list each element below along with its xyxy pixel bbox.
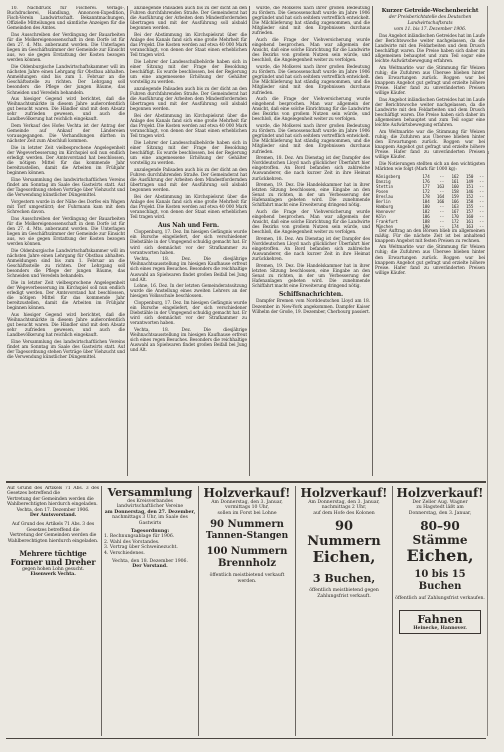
price-cell: -- (439, 208, 445, 214)
paragraph: Vechta, 18. Dez. Die diesjährige Weihnachtsausstellung im hiesigen Kaufhause erfreut sich eines regen Besuches. Besonders die reichhaltige Auswahl an Spielwaren findet großen Beifall bei Jung und Alt. (130, 327, 247, 354)
column-2 (130, 6, 247, 476)
price-cell: -- (479, 173, 484, 179)
ad-notice (7, 486, 99, 736)
paragraph: Bei der Abstimmung im Kirchspielsrat über die Anlage des Kanals fand sich eine große Mehrheit für das Projekt. Die Kosten werden auf etwa 40 000 Mark veranschlagt, von denen der Staat einen erheblichen Teil tragen wird. (130, 194, 247, 221)
ads-top-rule (6, 481, 486, 483)
price-cell: -- (439, 223, 445, 229)
ad-line: 1. Rechnungsablage für 1906. (104, 534, 175, 540)
ad-headline: 90 Nummern (210, 519, 284, 531)
paragraph: Vorgestern wurde in der Nähe des Dorfes ein Wagen mit Torf umgestürzt; der Fuhrmann kam mit dem Schrecken davon. (7, 199, 125, 216)
price-cell: 167 (451, 208, 459, 214)
price-cell: 166 (451, 198, 459, 204)
ad-rule (198, 486, 199, 736)
paragraph: Dampfer Bremen vom Norddeutschen Lloyd am 18. Dezember in New-York angekommen. Dampfer Kaiser Wilhelm der Große, 19. Dezember, Cherbourg passiert. (252, 299, 370, 315)
ad-line: Am Donnerstag, den 3. Januar, (211, 500, 283, 505)
paragraph: Auch die Frage der Viehversicherung wurde eingehend besprochen. Man war allgemein der Ansicht, daß eine solche Einrichtung für die Landwirte des Bezirks von großem Nutzen sein würde, und beschloß, die Angelegenheit weiter zu verfolgen. (252, 210, 370, 236)
paragraph: anzulegende Palisaden auch bis zu der dicht an den Fuhren durchfahrenden Straße. Der Gemeinderat hat die Ausführung der Arbeiten dem Mindestfordernden übertragen und mit der Ausführung soll alsbald begonnen werden. (130, 6, 247, 32)
ad-line: Wahlberechtigten hierdurch eingeladen. (7, 538, 99, 544)
ad-line: Vechta, den 18. Dezember 1906. (112, 559, 188, 565)
market-name: Königsberg (376, 173, 401, 179)
report-subtitle: der Preisberichtstelle des Deutschen Landwirtschaftsrats (388, 15, 472, 26)
price-cell: 184 (422, 198, 430, 204)
price-cell: -- (439, 188, 445, 194)
price-cell: -- (479, 218, 484, 224)
price-cell: 190 (422, 223, 430, 229)
ad-headline: Holzverkauf! (300, 486, 388, 500)
price-cell: -- (479, 223, 484, 229)
paragraph: Die Oldenburgische Landwirtschaftskammer will im nächsten Jahre einen Lehrgang für Obstbau abhalten. Anmeldungen sind bis zum 1. Februar an die Geschäftsstelle zu richten. Der Lehrgang soll besonders die Pflege der jungen Bäume, das Schneiden und Veredeln behandeln. (7, 65, 125, 96)
price-cell: 158 (465, 198, 474, 204)
price-cell: 152 (465, 193, 474, 199)
ad-line: gegen hohen Lohn gesucht. (21, 567, 85, 573)
price-table (375, 174, 485, 229)
section-heading: Schiffsnachrichten. (278, 291, 344, 299)
ad-line: öffentlich meistbietend verkauft werden. (209, 573, 285, 584)
ad-wood-sale-1 (201, 486, 293, 736)
market-name: Köln (376, 213, 386, 219)
ad-wood-sale-3 (395, 486, 485, 736)
ad-line: öffentlich meistbietend gegen Zahlungsfrist verkauft. (309, 588, 379, 599)
price-cell: 150 (465, 173, 474, 179)
ad-headline: 90 Nummern (307, 519, 381, 550)
market-name: Hannover (376, 208, 396, 214)
paragraph: Eine Versammlung des landwirtschaftlichen Vereins findet am Sonntag im Saale des Gastwirts statt. Auf der Tagesordnung stehen Vorträge über Viehzucht und die Verwendung künstlicher Düngemittel. (7, 178, 125, 199)
ad-line: Am Donnerstag, den 3. Januar, (308, 500, 380, 505)
ad-line: Vertretung der Gemeinden werden die (7, 496, 94, 502)
paragraph: Das Ausschreiben der Verdingung der Bauarbeiten für die Molkereigenossenschaft in dem Dorfe ist für den 27. d. Mts. anberaumt worden. Die Unterlagen liegen im Geschäftszimmer der Gemeinde zur Einsicht aus, wo sie gegen Erstattung der Kosten bezogen werden können. (7, 32, 125, 64)
paragraph: Das Angebot inländischen Getreides hat im Laufe der Berichtswoche weiter nachgelassen, da die Landwirte mit den Feldarbeiten und dem Drusch beschäftigt waren. Die Preise haben sich daher im allgemeinen behauptet und zum Teil sogar eine leichte Aufwärtsbewegung erfahren. (375, 33, 485, 65)
paragraph: Auch die Frage der Viehversicherung wurde eingehend besprochen. Man war allgemein der Ansicht, daß eine solche Einrichtung für die Landwirte des Bezirks von großem Nutzen sein würde, und beschloß, die Angelegenheit weiter zu verfolgen. (252, 97, 370, 123)
paragraph: 10. Nachdruck für Fischerei. Verlags-, Buchdruckerei, Handlung, Annoncen-Expedition, Fisch-Verein Landwirtschaft. Bekanntmachungen, Offizielle Mitteilungen und sämtliche Anzeigen für die Gemeinden des Amtes. (7, 6, 125, 32)
ad-line: Auf Grund des Artikels 71 Abs. 3 des Gesetzes betreffend die (7, 486, 99, 497)
ad-line: 3. Vortrag über Schweinezucht. (104, 545, 178, 551)
price-cell: -- (479, 213, 484, 219)
paragraph: Die in letzter Zeit vielbesprochene Angelegenheit der Wegeverbesserung im Kirchspiel soll nun endlich erledigt werden. Der Amtsvorstand hat beschlossen, die nötigen Mittel für das kommende Jahr bereitzustellen, damit die Arbeiten im Frühjahr beginnen können. (7, 280, 125, 312)
ad-line: Der Zeller Aug. Wagner (412, 500, 468, 505)
report-date: vom 11. bis 17. Dezember 1906. (393, 27, 467, 33)
price-cell: -- (479, 198, 484, 204)
ad-line: zu Hagstedt läßt am (416, 505, 464, 511)
price-cell: -- (479, 193, 484, 199)
ad-line: Donnerstag, den 3. Januar, (408, 510, 472, 516)
ad-headline: 3 Buchen, (312, 572, 376, 586)
market-name: München (376, 223, 393, 229)
price-cell: -- (479, 188, 484, 194)
ad-headline: Eichen, (406, 546, 474, 566)
ad-line: öffentlich auf Zahlungsfrist verkaufen. (395, 596, 485, 602)
paragraph: Lohne, 16. Dez. In der letzten Gemeinderatssitzung wurde die Anstellung eines zweiten Lehrers an der hiesigen Volksschule beschlossen. (130, 284, 247, 300)
page-edge-rule (487, 6, 488, 736)
paragraph: anzulegende Palisaden auch bis zu der dicht an den Fuhren durchfahrenden Straße. Der Gemeinderat hat die Ausführung der Arbeiten dem Mindestfordernden übertragen und mit der Ausführung soll alsbald begonnen werden. (130, 86, 247, 113)
column-3 (252, 6, 370, 476)
ad-line: Vertretung der Gemeinden werden die (9, 533, 97, 539)
paragraph: Die Notierungen stellten sich an den wichtigsten Märkten wie folgt (Mark für 1000 kg): (375, 161, 485, 172)
price-cell: 176 (422, 178, 430, 184)
ad-rule (295, 486, 296, 736)
market-name: Hamburg (376, 203, 393, 209)
price-cell: 163 (465, 223, 474, 229)
price-cell: 172 (422, 188, 430, 194)
price-cell: -- (479, 208, 484, 214)
ad-headline: 100 Nummern (206, 546, 288, 558)
ad-line: 4. Verschiedenes. (104, 550, 145, 556)
ad-line: 2. Wahl des Vorstandes. (104, 539, 160, 545)
price-cell: 180 (422, 203, 430, 209)
price-cell: -- (439, 213, 445, 219)
price-cell: 158 (451, 188, 459, 194)
price-cell: 151 (465, 183, 474, 189)
paragraph: Vechta, 18. Dez. Die diesjährige Weihnachtsausstellung im hiesigen Kaufhause erfreut sich eines regen Besuches. Besonders die reichhaltige Auswahl an Spielwaren findet großen Beifall bei Jung und Alt. (130, 257, 247, 283)
paragraph: wurde, die Molkerei nach ihrer großen Bedeutung zu fördern. Die Genossenschaft wurde im Jahre 1906 gegründet und hat sich seitdem vortrefflich entwickelt. Die Milchlieferung hat ständig zugenommen, und die Mitglieder sind mit den Ergebnissen durchaus zufrieden. (252, 65, 370, 96)
ad-line: nachmittags 2 Uhr, (321, 505, 367, 511)
paragraph: Aus hiesiger Gegend wird berichtet, daß die Weihnachtsmärkte in diesem Jahre außerordentlich gut besucht waren. Die Händler sind mit dem Absatz sehr zufrieden gewesen, und auch die Landbevölkerung hat reichlich eingekauft. (7, 97, 125, 123)
market-name: Berlin (376, 198, 391, 204)
price-cell: 161 (465, 218, 474, 224)
price-cell: 160 (465, 213, 474, 219)
price-cell: 166 (436, 198, 445, 204)
market-name: Posen (376, 188, 389, 194)
ad-headline: Former und Dreher (10, 557, 96, 568)
ad-headline: Versammlung (107, 486, 193, 499)
paragraph: Bremen, 19. Dez. Die Handelskammer hat in ihrer letzten Sitzung beschlossen, eine Eingabe an den Senat zu richten, in der um Verbesserung der Hafenanlagen gebeten wird. Die zunehmende Schiffahrt macht eine Erweiterung dringend nötig. (252, 264, 370, 290)
paragraph: Die Lehrer der Landesschulbehörde haben sich in einer Sitzung mit der Frage der Besoldung beschäftigt. Es wurde beschlossen, bei der Regierung um eine angemessene Erhöhung der Gehälter vorstellig zu werden. (130, 59, 247, 86)
price-cell: 163 (436, 183, 445, 189)
ad-line: Eisenwerk Vechta. (30, 572, 76, 578)
ad-line: sollen im Forst bei Lohne (217, 510, 277, 516)
price-cell: -- (479, 183, 484, 189)
price-cell: 174 (451, 223, 459, 229)
paragraph: Bremen, 18. Dez. Am Dienstag ist der Dampfer des Norddeutschen Lloyd nach glücklicher Überfahrt hier eingetroffen. An Bord befanden sich zahlreiche Auswanderer, die nach kurzer Zeit in ihre Heimat zurückkehren. (252, 237, 370, 263)
ad-headline: Holzverkauf! (396, 486, 484, 500)
ad-headline: Mehrere tüchtige (19, 549, 87, 559)
ad-line: Der Amtsvorstand. (29, 513, 77, 519)
price-cell: 174 (422, 173, 430, 179)
price-cell: -- (439, 203, 445, 209)
column-1 (7, 6, 125, 476)
paragraph: Der Auftrag an den Börsen blieb im allgemeinen mäßig. Für die nächste Zeit ist bei anhaltend knappem Angebot mit festen Preisen zu rechnen. (375, 228, 485, 244)
column-rule (249, 6, 250, 476)
market-name: Stettin (376, 183, 393, 189)
paragraph: Bremen, 18. Dez. Am Dienstag ist der Dampfer des Norddeutschen Lloyd nach glücklicher Überfahrt hier eingetroffen. An Bord befanden sich zahlreiche Auswanderer, die nach kurzer Zeit in ihre Heimat zurückkehren. (252, 156, 370, 182)
ad-line: Vechta, den 17. Dezember 1906. (16, 507, 90, 513)
price-cell: 186 (422, 213, 430, 219)
price-cell: 149 (465, 178, 474, 184)
ad-headline: 10 bis 15 Buchen (414, 569, 466, 593)
ad-box (399, 610, 481, 634)
paragraph: wurde, die Molkerei nach ihrer großen Bedeutung zu fördern. Die Genossenschaft wurde im Jahre 1906 gegründet und hat sich seitdem vortrefflich entwickelt. Die Milchlieferung hat ständig zugenommen, und die Mitglieder sind mit den Ergebnissen durchaus zufrieden. (252, 124, 370, 155)
ad-headline: Fahnen (417, 612, 463, 626)
ad-wood-sale-2 (298, 486, 390, 736)
ad-meeting (104, 486, 196, 736)
ad-line: vormittags 10 Uhr, (225, 505, 269, 511)
page-bottom-rule (6, 738, 486, 739)
column-rule (127, 6, 128, 476)
ad-line: Auf Grund des Artikels 71 Abs. 3 des Gesetzes betreffend die (11, 522, 95, 533)
ad-headline: Holzverkauf! (203, 486, 291, 500)
price-cell: 182 (422, 208, 430, 214)
column-4 (375, 6, 485, 476)
paragraph: Eine Versammlung des landwirtschaftlichen Vereins findet am Sonntag im Saale des Gastwirts statt. Auf der Tagesordnung stehen Vorträge über Viehzucht und die Verwendung künstlicher Düngemittel. (7, 339, 125, 361)
price-cell: 161 (451, 178, 459, 184)
paragraph: Cloppenburg, 17. Dez. Im hiesigen Gefängnis wurde ein Bursche eingeliefert, der sich verschiedener Diebstähle in der Umgegend schuldig gemacht hat. Er wird sich demnächst vor der Strafkammer zu verantworten haben. (130, 230, 247, 256)
ad-line: des Kreisverbandes landwirtschaftlicher Vereine (116, 499, 184, 510)
price-cell: 162 (451, 173, 459, 179)
page-marker: 1 (487, 150, 490, 155)
paragraph: Am Weltmarkte war die Stimmung für Weizen ruhig; die Zufuhren aus Übersee blieben hinter den Erwartungen zurück. Roggen war bei knappem Angebot gut gefragt und erzielte höhere Preise. Hafer fand zu unveränderten Preisen willige Käufer. (375, 65, 485, 97)
report-title: Kurzer Getreide-Wochenbericht (381, 8, 479, 14)
paragraph: Die in letzter Zeit vielbesprochene Angelegenheit der Wegeverbesserung im Kirchspiel soll nun endlich erledigt werden. Der Amtsvorstand hat beschlossen, die nötigen Mittel für das kommende Jahr bereitzustellen, damit die Arbeiten im Frühjahr beginnen können. (7, 145, 125, 177)
paragraph: anzulegende Palisaden auch bis zu der dicht an den Fuhren durchfahrenden Straße. Der Gemeinderat hat die Ausführung der Arbeiten dem Mindestfordernden übertragen und mit der Ausführung soll alsbald begonnen werden. (130, 167, 247, 194)
paragraph: Dem Verkauf des Hofes Vechta ist der Antrag der Gemeinde auf Ankauf der Ländereien vorausgegangen. Die Verhandlungen dürften in nächster Zeit zum Abschluß kommen. (7, 124, 125, 145)
price-cell: 178 (422, 193, 430, 199)
market-name: Breslau (376, 193, 393, 199)
price-cell: -- (479, 203, 484, 209)
price-cell: 160 (451, 183, 459, 189)
ad-rule (101, 486, 102, 736)
ad-headline: Tannen-Stangen (205, 531, 289, 542)
section-heading: Aus Nah und Fern. (158, 222, 219, 230)
paragraph: Am Weltmarkte war die Stimmung für Weizen ruhig; die Zufuhren aus Übersee blieben hinter den Erwartungen zurück. Roggen war bei knappem Angebot gut gefragt und erzielte höhere Preise. Hafer fand zu unveränderten Preisen willige Käufer. (375, 245, 485, 276)
ad-headline: Eichen, (312, 548, 376, 567)
ad-line: auf dem Hofe des Kolonen (313, 510, 375, 516)
price-cell: 163 (451, 203, 459, 209)
paragraph: wurde, die Molkerei nach ihrer großen Bedeutung zu fördern. Die Genossenschaft wurde im Jahre 1906 gegründet und hat sich seitdem vortrefflich entwickelt. Die Milchlieferung hat ständig zugenommen, und die Mitglieder sind mit den Ergebnissen durchaus zufrieden. (252, 6, 370, 37)
paragraph: Cloppenburg, 17. Dez. Im hiesigen Gefängnis wurde ein Bursche eingeliefert, der sich verschiedener Diebstähle in der Umgegend schuldig gemacht hat. Er wird sich demnächst vor der Strafkammer zu verantworten haben. (130, 300, 247, 327)
price-cell: 157 (465, 208, 474, 214)
market-name: Frankfurt (376, 218, 398, 224)
price-cell: 159 (451, 193, 459, 199)
price-cell: 177 (422, 183, 430, 189)
price-cell: 170 (451, 213, 459, 219)
ad-line: nachmittags 3 Uhr, im Saale des Gastwirts (112, 515, 188, 526)
paragraph: Aus hiesiger Gegend wird berichtet, daß die Weihnachtsmärkte in diesem Jahre außerordentlich gut besucht waren. Die Händler sind mit dem Absatz sehr zufrieden gewesen, und auch die Landbevölkerung hat reichlich eingekauft. (7, 312, 125, 339)
price-cell: 164 (436, 193, 445, 199)
ad-headline: Brennholz (217, 558, 277, 570)
paragraph: Das Ausschreiben der Verdingung der Bauarbeiten für die Molkereigenossenschaft in dem Dorfe ist für den 27. d. Mts. anberaumt worden. Die Unterlagen liegen im Geschäftszimmer der Gemeinde zur Einsicht aus, wo sie gegen Erstattung der Kosten bezogen werden können. (7, 216, 125, 248)
paragraph: Bei der Abstimmung im Kirchspielsrat über die Anlage des Kanals fand sich eine große Mehrheit für das Projekt. Die Kosten werden auf etwa 40 000 Mark veranschlagt, von denen der Staat einen erheblichen Teil tragen wird. (130, 113, 247, 140)
price-cell: -- (479, 178, 484, 184)
price-cell: -- (439, 173, 445, 179)
ad-line: Heinecke, Hannover. (413, 625, 467, 631)
paragraph: Am Weltmarkte war die Stimmung für Weizen ruhig; die Zufuhren aus Übersee blieben hinter den Erwartungen zurück. Roggen war bei knappem Angebot gut gefragt und erzielte höhere Preise. Hafer fand zu unveränderten Preisen willige Käufer. (375, 129, 485, 161)
ad-line: Der Vorstand. (132, 564, 168, 570)
paragraph: Bremen, 19. Dez. Die Handelskammer hat in ihrer letzten Sitzung beschlossen, eine Eingabe an den Senat zu richten, in der um Verbesserung der Hafenanlagen gebeten wird. Die zunehmende Schiffahrt macht eine Erweiterung dringend nötig. (252, 183, 370, 209)
price-cell: -- (439, 218, 445, 224)
price-cell: 146 (465, 188, 474, 194)
ad-line: Wahlberechtigten hierdurch eingeladen. (7, 502, 98, 508)
price-cell: 188 (422, 218, 430, 224)
paragraph: Das Angebot inländischen Getreides hat im Laufe der Berichtswoche weiter nachgelassen, da die Landwirte mit den Feldarbeiten und dem Drusch beschäftigt waren. Die Preise haben sich daher im allgemeinen behauptet und zum Teil sogar eine leichte Aufwärtsbewegung erfahren. (375, 97, 485, 129)
paragraph: Die Oldenburgische Landwirtschaftskammer will im nächsten Jahre einen Lehrgang für Obstbau abhalten. Anmeldungen sind bis zum 1. Februar an die Geschäftsstelle zu richten. Der Lehrgang soll besonders die Pflege der jungen Bäume, das Schneiden und Veredeln behandeln. (7, 248, 125, 280)
ad-line: Tagesordnung: (130, 529, 170, 535)
market-name: Danzig (376, 178, 391, 184)
price-cell: 172 (451, 218, 459, 224)
price-cell: 155 (465, 203, 474, 209)
paragraph: Auch die Frage der Viehversicherung wurde eingehend besprochen. Man war allgemein der Ansicht, daß eine solche Einrichtung für die Landwirte des Bezirks von großem Nutzen sein würde, und beschloß, die Angelegenheit weiter zu verfolgen. (252, 38, 370, 64)
ad-headline: 80–90 Stämme (412, 519, 468, 548)
ad-line: am Donnerstag, den 27. Dezember, (104, 509, 196, 515)
paragraph: Bei der Abstimmung im Kirchspielsrat über die Anlage des Kanals fand sich eine große Mehrheit für das Projekt. Die Kosten werden auf etwa 40 000 Mark veranschlagt, von denen der Staat einen erheblichen Teil tragen wird. (130, 32, 247, 59)
paragraph: Die Lehrer der Landesschulbehörde haben sich in einer Sitzung mit der Frage der Besoldung beschäftigt. Es wurde beschlossen, bei der Regierung um eine angemessene Erhöhung der Gehälter vorstellig zu werden. (130, 140, 247, 167)
ad-rule (392, 486, 393, 736)
price-cell: -- (439, 178, 445, 184)
column-rule (372, 6, 373, 476)
